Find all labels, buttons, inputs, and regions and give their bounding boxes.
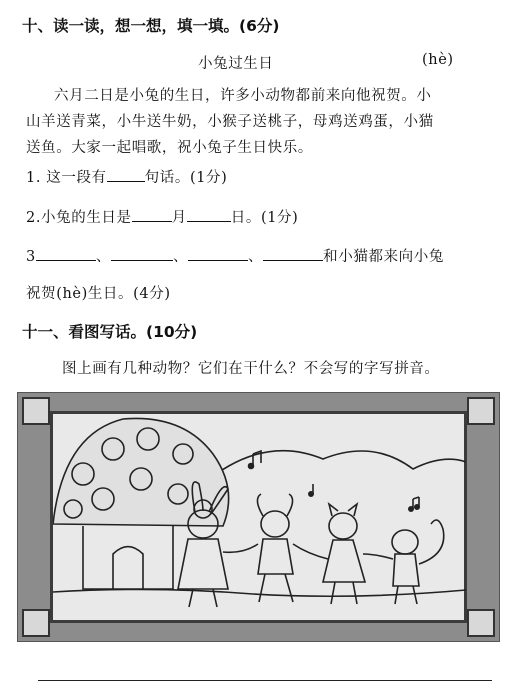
question-3 — [26, 245, 444, 266]
blank-day[interactable] — [187, 207, 231, 222]
blank-sentence-count[interactable] — [107, 167, 145, 182]
blank-animal-4[interactable] — [263, 246, 323, 261]
blank-animal-1[interactable] — [36, 246, 96, 261]
corner-ornament-icon — [467, 397, 495, 425]
corner-ornament-icon — [22, 609, 50, 637]
picture-frame — [17, 392, 500, 642]
question-2-text: 2.小兔的生日是 — [26, 210, 132, 226]
question-2-suffix: 日。(1分) — [230, 210, 299, 226]
dancing-animals-illustration-icon — [53, 414, 466, 622]
question-3-suffix: 和小猫都来向小兔 — [323, 249, 444, 265]
picture-scene — [50, 411, 467, 623]
question-3-line-2: 祝贺(hè)生日。(4分) — [26, 286, 171, 302]
separator-2: 、 — [172, 249, 189, 265]
corner-ornament-icon — [467, 609, 495, 637]
question-1-suffix: 句话。(1分) — [144, 170, 228, 186]
writing-prompt: 图上画有几种动物？它们在干什么？不会写的字写拼音。 — [62, 361, 440, 377]
blank-animal-2[interactable] — [111, 246, 173, 261]
separator-3: 、 — [248, 249, 264, 265]
paragraph-line-3: 送鱼。大家一起唱歌，祝小兔子生日快乐。 — [26, 140, 313, 156]
question-2 — [26, 206, 298, 227]
separator-1: 、 — [95, 249, 111, 265]
blank-animal-3[interactable] — [188, 246, 248, 261]
question-1-text: 1. 这一段有 — [26, 170, 107, 186]
writing-line[interactable] — [38, 680, 492, 681]
pinyin-note: (hè) — [422, 52, 454, 68]
paragraph-line-2: 山羊送青菜，小牛送牛奶，小猴子送桃子，母鸡送鸡蛋，小猫 — [26, 114, 434, 130]
paragraph-line-1: 六月二日是小兔的生日，许多小动物都前来向他祝贺。小 — [54, 88, 432, 104]
question-1 — [26, 166, 227, 187]
section11-heading: 十一、看图写话。(10分) — [22, 323, 198, 341]
question-2-month-label: 月 — [171, 210, 187, 226]
section10-heading: 十、读一读，想一想，填一填。(6分) — [22, 17, 280, 35]
corner-ornament-icon — [22, 397, 50, 425]
blank-month[interactable] — [132, 207, 172, 222]
story-title: 小兔过生日 — [198, 56, 274, 72]
question-3-number: 3 — [26, 249, 36, 265]
